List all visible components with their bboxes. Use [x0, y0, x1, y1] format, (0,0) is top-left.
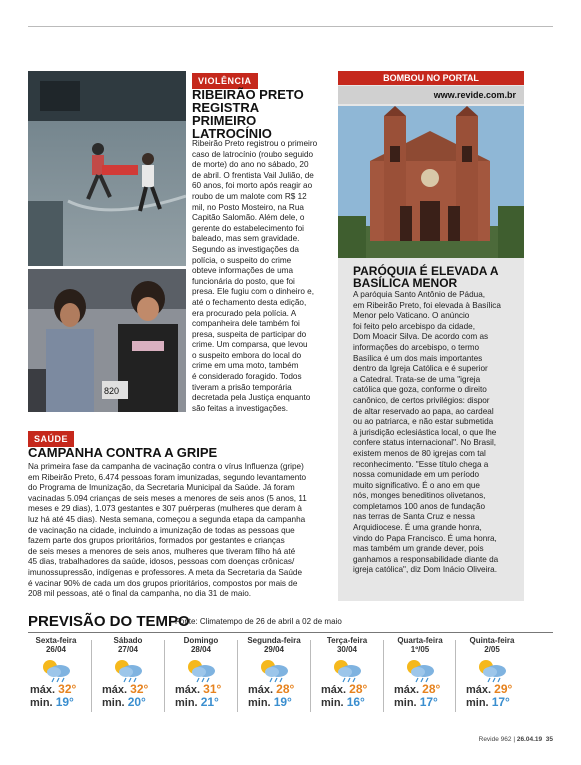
- min-label: min.: [466, 697, 489, 709]
- day-name: Terça-feira: [326, 636, 368, 645]
- temp-min-row: [311, 696, 383, 709]
- forecast-day: [165, 636, 237, 709]
- weather-divider: [91, 640, 92, 712]
- temp-min: 16°: [346, 695, 365, 709]
- temp-min: 20°: [127, 695, 146, 709]
- page-footer: Revide 962 | 26.04.19 35: [478, 736, 553, 743]
- svg-text:820: 820: [104, 386, 120, 396]
- saude-headline: CAMPANHA CONTRA A GRIPE: [28, 445, 218, 460]
- day-date: 1º/05: [410, 645, 430, 654]
- temp-min-row: [384, 696, 456, 709]
- saude-body: Na primeira fase da campanha de vacinação contra o vírus Influenza (gripe) em Ribeirão Preto, 6.474 pessoas foram imunizadas, segundo levantamento do Programa de Imunização, da Secretaria Municipal da Saúde. Já foram vacinadas 5.094 crianças de seis meses a menores de seis anos (5 anos, 11 meses e 29 dias), 1.073 gestantes e 307 puérperas (mulheres que deram à luz há até 45 dias). Nesta semana, começou a segunda etapa da campanha de vacinação na cidade, incluindo a imunização de todas as pessoas que fazem parte dos grupos prioritários, formados por gestantes e crianças de seis meses a menores de seis anos, mulheres que tiveram filho há até 45 dias, trabalhadores da saúde, idosos, pessoas com doenças crônicas/ imunossupressão, indígenas e professores. A meta da Secretaria da Saúde é vacinar 90% de cada um dos grupos prioritários, compostos por mais de 208 mil pessoas, até o final da campanha, no dia 31 de maio.: [28, 462, 307, 599]
- temp-max: 32°: [130, 682, 149, 696]
- day-name: Segunda-feira: [247, 636, 301, 645]
- forecast-day: [311, 636, 383, 709]
- weather-source: Fonte: Climatempo de 26 de abril a 02 de maio: [175, 617, 342, 626]
- top-rule: [28, 26, 553, 27]
- max-label: máx.: [30, 684, 56, 696]
- day-date: 29/04: [263, 645, 285, 654]
- suspects-photo: [28, 269, 186, 412]
- day-name: Domingo: [183, 636, 219, 645]
- forecast-day: [238, 636, 310, 709]
- weather-divider: [237, 640, 238, 712]
- weather-divider: [310, 640, 311, 712]
- sidebar-url: www.revide.com.br: [433, 90, 516, 100]
- forecast-day: [384, 636, 456, 709]
- forecast-day: [456, 636, 528, 709]
- sun-cloud-rain-icon: [472, 657, 512, 683]
- day-name: Sábado: [113, 636, 143, 645]
- day-name: Sexta-feira: [35, 636, 77, 645]
- min-label: min.: [175, 697, 198, 709]
- weather-title: PREVISÃO DO TEMPO: [28, 613, 190, 630]
- day-date: 28/04: [190, 645, 212, 654]
- footer-date: 26.04.19: [516, 736, 543, 743]
- sun-cloud-rain-icon: [400, 657, 440, 683]
- min-label: min.: [30, 697, 53, 709]
- temp-max: 28°: [349, 682, 368, 696]
- max-label: máx.: [102, 684, 128, 696]
- temp-min-row: [20, 696, 92, 709]
- min-label: min.: [248, 697, 271, 709]
- max-label: máx.: [394, 684, 420, 696]
- sun-cloud-rain-icon: [36, 657, 76, 683]
- temp-max: 28°: [276, 682, 295, 696]
- temp-max: 29°: [494, 682, 513, 696]
- sidebar-body: A paróquia Santo Antônio de Pádua, em Ribeirão Preto, foi elevada à Basílica Menor pelo Vaticano. O anúncio foi feito pelo arcebispo da cidade, Dom Moacir Silva. De acordo com as informações do arcebispo, o termo Basílica é um dos mais importantes dentro da Igreja Católica e é superior a Catedral. Trata-se de uma "igreja católica que goza, conforme o direito canônico, de certos privilégios: dispor de altar reservado ao papa, ao cardeal ou ao patriarca, e não estar submetida à jurisdição eclesiástica local, o que lhe confere status internacional". No Brasil, existem menos de 80 igrejas com tal reconhecimento. "Esse título chega a nossa comunidade em um período muito significativo. É o ano em que nós, monges beneditinos olivetanos, completamos 100 anos de fundação nas terras de Santa Cruz e nessa Arquidiocese. É uma grande honra, vindo do Papa Francisco. É uma honra, mas também um grande dever, pois ganhamos a responsabilidade diante da igreja católica", diz Dom Inácio Oliveira.: [353, 290, 501, 575]
- cctv-photo: [28, 71, 186, 266]
- weather-divider: [455, 640, 456, 712]
- temp-min: 17°: [491, 695, 510, 709]
- day-date: 26/04: [45, 645, 67, 654]
- temp-min: 17°: [419, 695, 438, 709]
- min-label: min.: [102, 697, 125, 709]
- day-date: 30/04: [336, 645, 358, 654]
- temp-min-row: [238, 696, 310, 709]
- sun-cloud-rain-icon: [181, 657, 221, 683]
- violencia-tag: VIOLÊNCIA: [192, 73, 258, 89]
- saude-tag: SAÚDE: [28, 431, 74, 447]
- temp-min: 19°: [55, 695, 74, 709]
- temp-min: 21°: [200, 695, 219, 709]
- temp-max: 31°: [203, 682, 222, 696]
- basilica-photo: [338, 106, 524, 258]
- min-label: min.: [394, 697, 417, 709]
- max-label: máx.: [175, 684, 201, 696]
- temp-min-row: [92, 696, 164, 709]
- max-label: máx.: [248, 684, 274, 696]
- temp-max: 32°: [58, 682, 77, 696]
- forecast-day: [20, 636, 92, 709]
- temp-min-row: [456, 696, 528, 709]
- max-label: máx.: [321, 684, 347, 696]
- day-date: 27/04: [117, 645, 139, 654]
- temp-min-row: [165, 696, 237, 709]
- violencia-body: Ribeirão Preto registrou o primeiro caso de latrocínio (roubo seguido de morte) do ano no sábado, 20 de abril. O frentista Vail Julião, de 60 anos, foi morto após reagir ao roubo de um malote com R$ 12 mil, no Posto Mosteiro, na Rua Capitão Salomão. Além dele, o gerente do estabelecimento foi baleado, mas sem gravidade. Segundo as investigações da polícia, o suspeito do crime obteve informações de uma funcionária do posto, que foi presa. Ele fugiu com o dinheiro e, até o fechamento desta edição, era procurado pela polícia. A companheira dele também foi presa, suspeita de participar do crime. Um comparsa, que levou o suspeito embora do local do crime em uma moto, também é considerado foragido. Todos tiveram a prisão temporária decretada pela Justiça enquanto são feitas a investigações.: [192, 139, 318, 413]
- sun-cloud-rain-icon: [327, 657, 367, 683]
- weather-divider: [383, 640, 384, 712]
- max-label: máx.: [466, 684, 492, 696]
- forecast-day: [92, 636, 164, 709]
- temp-min: 19°: [273, 695, 292, 709]
- page-number: 35: [545, 736, 553, 743]
- temp-max: 28°: [422, 682, 441, 696]
- day-date: 2/05: [484, 645, 500, 654]
- sun-cloud-rain-icon: [254, 657, 294, 683]
- sun-cloud-rain-icon: [108, 657, 148, 683]
- day-name: Quinta-feira: [469, 636, 515, 645]
- violencia-headline: RIBEIRÃO PRETO REGISTRA PRIMEIRO LATROCÍNIO: [192, 87, 304, 141]
- min-label: min.: [321, 697, 344, 709]
- footer-issue: Revide 962: [478, 736, 512, 743]
- sidebar-tag: BOMBOU NO PORTAL: [338, 71, 524, 85]
- sidebar-headline: PARÓQUIA É ELEVADA A BASÍLICA MENOR: [353, 264, 499, 290]
- weather-divider: [164, 640, 165, 712]
- day-name: Quarta-feira: [397, 636, 443, 645]
- weather-rule: [28, 632, 553, 633]
